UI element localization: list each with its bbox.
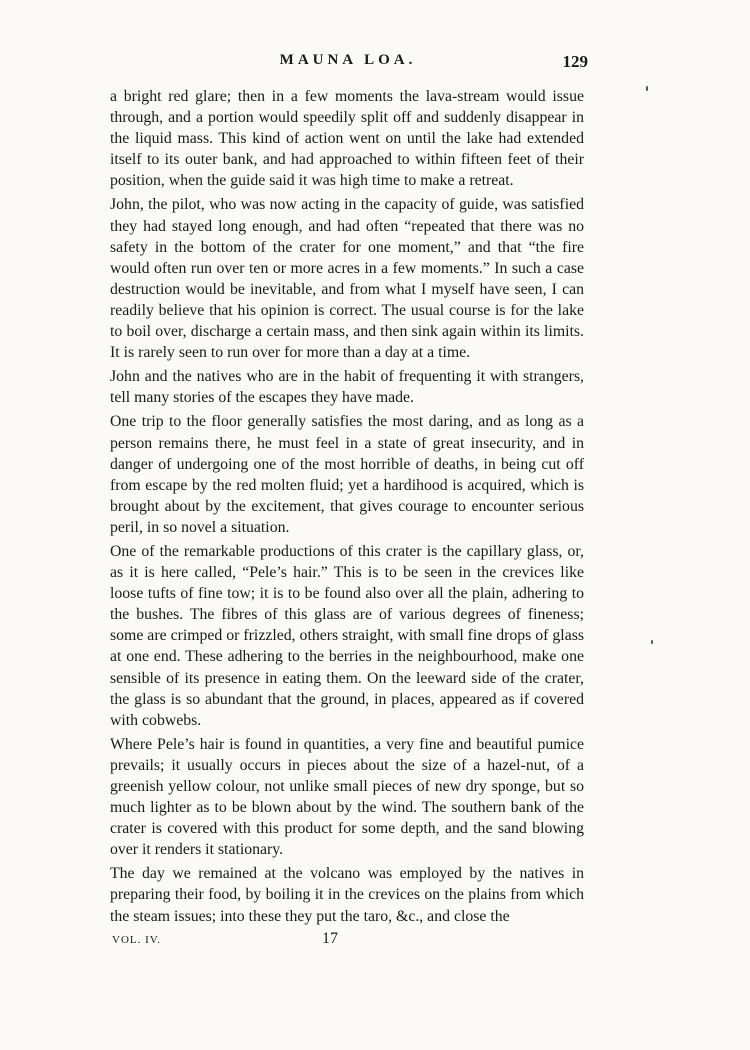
paragraph: John and the natives who are in the habit of frequenting it with strangers, tell many stories of the escapes they have made. [110, 368, 584, 407]
paragraph: John, the pilot, who was now acting in the capacity of guide, was satisfied they had stayed long enough, and had often “repeated that there was no safety in the bottom of the crater for one moment,” and that “the fire would often run over ten or more acres in a few moments.” In such a case destruction would be inevitable, and from what I myself have seen, I can readily believe that his opinion is correct. The usual course is for the lake to boil over, discharge a certain mass, and then sink again within its limits. It is rarely seen to run over for more than a day at a time. [110, 196, 584, 362]
ink-speck [651, 640, 653, 644]
page-footer [112, 930, 586, 954]
paragraph: One trip to the floor generally satisfies the most daring, and as long as a person remains there, he must feel in a state of great insecurity, and in danger of undergoing one of the most horrible of deaths, in being cut off from escape by the red molten fluid; yet a hardihood is acquired, which is brought about by the excitement, that gives courage to encounter serious peril, in so novel a situation. [110, 413, 584, 536]
page-number: 129 [562, 52, 588, 71]
paragraph: a bright red glare; then in a few moments the lava-stream would issue through, and a portion would speedily split off and suddenly disappear in the liquid mass. This kind of action went on until the lake had extended itself to its outer bank, and had approached to within fifteen feet of their position, when the guide said it was high time to make a retreat. [110, 88, 584, 190]
running-head [108, 52, 588, 76]
running-title: MAUNA LOA. [279, 52, 417, 68]
paragraph: One of the remarkable productions of this crater is the capillary glass, or, as it is here called, “Pele’s hair.” This is to be seen in the crevices like loose tufts of fine tow; it is to be found also over all the plain, adhering to the bushes. The fibres of this glass are of various degrees of fineness; some are crimped or frizzled, others straight, with small fine drops of glass at one end. These adhering to the berries in the neighbourhood, make one sensible of its presence in eating them. On the leeward side of the crater, the glass is so abundant that the ground, in places, appeared as if covered with cobwebs. [110, 542, 584, 729]
sheet-number: 17 [322, 930, 338, 947]
body-text [110, 86, 584, 930]
volume-signature: VOL. IV. [112, 934, 162, 946]
paragraph: Where Pele’s hair is found in quantities, a very fine and beautiful pumice prevails; it usually occurs in pieces about the size of a hazel-nut, of a greenish yellow colour, not unlike small pieces of new dry sponge, but so much lighter as to be blown about by the wind. The southern bank of the crater is covered with this product for some depth, and the sand blowing over it renders it stationary. [110, 735, 584, 859]
paragraph: The day we remained at the volcano was employed by the natives in preparing their food, by boiling it in the crevices on the plains from which the steam issues; into these they put the taro, &c., and close the [110, 865, 584, 925]
ink-speck [646, 86, 648, 91]
